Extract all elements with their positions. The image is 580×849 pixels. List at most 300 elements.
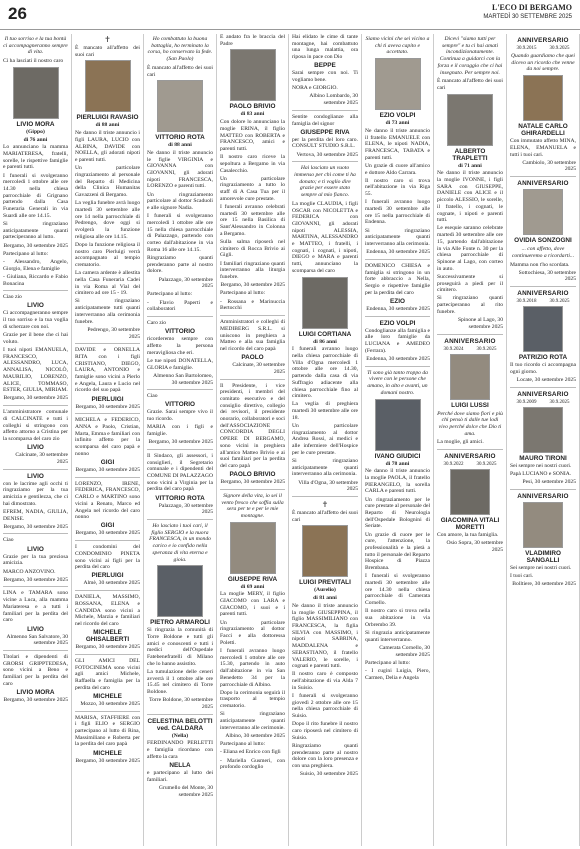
place-date: Bergamo, 30 settembre 2025 [3,696,68,703]
notice-quote: Ho lasciato i tuoi cari, il figlio SERGIO e la nuora FRANCESCA, in un mondo carico e io confido nella speranza di vita eterna e gioia. [149,523,211,563]
anniversary-heading: ANNIVERSARIO [444,453,496,461]
notice-text: Ne danno il triste annuncio la moglie IVONNE, i figli SARA con GIUSEPPE, DANIELE con ALICE e il piccolo ALESSIO, le sorelle, il fratello, i cognati, le cognate, i nipoti e parenti tutti. [437,170,503,224]
divider [3,586,68,587]
notice-quote: Il tuo sorriso e la tua bontà ci accompagneranno sempre di vita. [3,36,68,56]
anniversary-date: 30.9.2022 [443,462,464,468]
issue-date: MARTEDÌ 30 SETTEMBRE 2025 [483,14,572,20]
notice-text: I funerali avranno luogo martedì 30 settembre alle ore 15 nella parrocchiale di Endenna. [365,199,430,226]
notice-text: Condoglianze alla famiglia e alle loro famiglie da LUCIANA e AMEDEO (Ferrara). [365,327,430,354]
notice-text: È andato fra le braccia del Padre [220,34,285,47]
notice-detail: di 73 anni [385,120,410,127]
deceased-name: EZIO VOLPI [379,319,416,327]
deceased-name: LIVIO [27,444,44,452]
divider [3,469,68,470]
notice-text: Ne danno il triste annuncio il fratello EMANUELE con ELENA, le nipoti NADIA, FRANCESCA, TABATA e parenti tutti. [365,127,430,161]
anniversary-date: 30.9.2015 [516,46,537,51]
notice-text: I funerali si svolgeranno mercoledì 1 ottobre alle ore 15 nella chiesa parrocchiale di Palazzago, partendo con corteo dall'abitazione in via Roma 16 alle ore 14.15. [147,213,213,253]
notice-text: e partecipano al lutto dei familiari. [147,770,213,783]
notice-text: Si ringrazia la comunità di Torre Boldone e tutti gli amici e conoscenti e tutti i medici dell'Ospedale Fatebenefratelli di Milano che lo hanno assistito. [147,627,213,667]
place-date: Pedrengo, 30 settembre 2025 [87,326,140,340]
notice-text: ricorderemo sempre con affetto la persona meravigliosa che eri. [147,336,213,356]
notice-text: Si ringraziano anticipatamente quanti interverranno alla cerimonia. [365,227,430,248]
deceased-name: VITTORIO ROTA [155,134,205,142]
place-date: Bergamo, 30 settembre 2025 [148,439,213,446]
notice-detail: di 83 anni [240,111,265,118]
divider [75,540,140,541]
notice-quote: Quando guardiamo che quei dicevo un ricordo che venne da noi sempre. [511,53,575,73]
notice-text: - I cugini Luigia, Piero, Carmen, Delia e Angela [365,667,430,681]
page-number: 26 [8,4,27,23]
place-date: Almè, 30 settembre 2025 [83,580,140,587]
anniversary-date: 30.9.2025 [476,346,497,352]
cross-icon: ✝ [104,35,111,44]
notice-text: I funerali si svolgeranno mercoledì 1 ottobre alle ore 14.30 nella chiesa parrocchiale di Grignano partendo dalla Casa Funeraria Generali in via Suardi alle ore 14.15. [3,172,68,219]
notice-text: Si ringrazia anticipatamente quanti interverranno. [365,629,430,643]
place-date: Locate, 30 settembre 2025 [516,377,576,384]
anniversary-heading: ANNIVERSARIO [517,492,569,500]
divider [220,315,285,316]
deceased-name: VLADIMIRO SANGALLI [525,549,561,564]
anniversary-date: 30.9.2025 [549,399,570,405]
portrait-photo [523,502,563,548]
notice-text: Il tuo ricordo ci accompagna ogni giorno. [510,362,576,375]
divider [365,366,430,367]
divider [147,714,213,715]
notice-text: Sei sempre nei nostri cuori. [510,462,572,469]
notice-text: Si ringraziano anticipatamente quanti interverranno alla cerimonia. [292,458,358,478]
place-date: Albino, 30 settembre 2025 [225,732,285,739]
notice-text: Dopo la cerimonia seguirà il trasporto al tempio crematorio. [220,689,285,710]
notice-text: I funerali avranno celebrati martedì 30 settembre alle ore 15 nella Basilica di Sant'Alessandro in Colonna a Bergamo. [220,204,285,237]
notice-text: La moglie, gli amici. [437,439,484,446]
deceased-name: LIVIO MORA [16,688,55,696]
notice-text: Dopo il rito funebre il nostro caro riposerà nel cimitero di Suisio. [292,721,358,741]
divider [292,161,358,162]
place-date: Villa d'Ogna, 30 settembre 2025 [298,479,358,493]
deceased-name: GIUSEPPE RIVA [227,575,278,583]
divider [510,176,576,177]
place-date: Vertova, 30 settembre 2025 [296,151,358,158]
page-header [0,0,580,30]
newspaper-name: L'ECO DI BERGAMO [491,3,572,12]
notice-text: Un particolare ringraziamento a tutto lo staff di A Casa Tua per il amorevole cure prestate. [220,175,285,202]
notice-text: È mancato all'affetto dei suoi cari [292,510,358,523]
portrait-photo [523,189,563,235]
notice-text: Grazie per il bene che ci hai voluto. [3,332,68,345]
deceased-name: PAOLO [241,354,264,362]
deceased-name: PIERLUIGI [91,572,124,580]
notice-quote: Dicevi "siamo tutti per sempre" e tu ci hai amati incondizionatamente. Continua a guidarci con la forza e il coraggio che ci hai insegnato. Per sempre noi. [437,36,503,76]
divider [3,650,68,651]
column-2 [72,34,144,846]
notice-text: DAVIDE e ORNELLA RITA con i figli CRISTIANO, DIEGO, LAURA, ANTONIO e famiglie sono vicini a Pierlo e Angela, Laura e Lucio nel ricordo del suo papà [75,347,140,394]
notice-text: DOMENICO CHIESA e famiglia si stringono in un forte abbraccio a Nella, Sergio e rispettive famiglie per la perdita del caro [365,262,430,296]
notice-text: - Giuliana, Riccardo e Fabio Bonacina [3,273,68,287]
deceased-name: GIGI [100,522,115,530]
portrait-photo [447,94,493,146]
notice-detail: di 86 anni [313,338,337,345]
column-3 [144,34,217,846]
notice-text: I condomini del CONDOMINIO PINETA sono vicini ai figli per la perdita del caro [75,544,140,571]
divider [437,334,503,335]
notice-text: Sentite condoglianze alla famiglia del signor [292,113,358,127]
deceased-name: PIETRO ARMAROLI [150,619,210,627]
cross-icon: ✝ [321,500,329,510]
notice-detail: di 88 anni [95,122,120,129]
notice-text: LINA e TAMARA sono vicine a Luca, alla mamma Mariateresa e a tutti i familiari per la perdita del caro [3,590,68,624]
notice-quote: Ho combattuto la buona battaglia, ho terminato la corsa, ho conservato la fede. (San Paolo) [147,36,213,63]
notice-text: Un grazie di cuore all'amico e dottore Aldo Carrara. [365,162,430,176]
notice-text: Partecipano al lutto: [365,659,411,666]
divider [220,379,285,380]
notice-text: Partecipano al lutto: [220,741,266,748]
divider [510,489,576,490]
place-date: Cambiolo, 30 settembre 2025 [522,159,576,173]
deceased-name: LUIGI LUSSI [451,401,489,409]
anniversary-heading: ANNIVERSARIO [444,337,496,345]
place-date: Palazzago, 30 settembre 2025 [158,276,213,290]
notice-text: Ne danno il triste annuncio la moglie PAOLA, il fratello PIERANGELO, la sorella CARLA e parenti tutti. [365,468,430,495]
notice-text: Il nostro caro è composto nell'abitazione di via Alda 7 in Suisio. [292,671,358,691]
notice-text: Si ringraziano anticipatamente quanti parteciperanno al lutto. [3,220,68,241]
deceased-name: GIUSEPPE RIVA [300,128,350,136]
place-date: Bergamo, 30 settembre 2025 [75,644,140,651]
portrait-photo [375,399,421,451]
place-date: Bergamo, 30 settembre 2025 [75,467,140,474]
portrait-photo [85,60,131,112]
column-8 [507,34,580,846]
notice-text: Partecipano al lutto: [220,290,266,297]
place-date: Torre Boldone, 30 settembre 2025 [149,697,213,711]
notice-text: I tuoi nipoti EMANUELA, FRANCESCO, ALESSANDRO, LUCA, ANNALISA, NICOLÒ, MAURILIO, LORENZO, ALICE, TOMMASO, ESTER, GIULIA, MIRIAM. [3,347,68,394]
notice-text: con le lacrime agli occhi ti ringraziamo per la tua amicizia e gentilezza, che ci hai dimostrato. [3,480,68,507]
notice-quote: Signore della vita, io sei il vento fresco che soffia sulla sera per te e per le mie montagne. [221,492,284,519]
notice-text: Un particolare ringraziamento al dottor Facci e alla dottoressa Poletti. [220,619,285,646]
column-1 [0,34,72,846]
notice-text: Grazie. Sarai sempre vivo il tuo ricordo. [147,409,213,423]
divider [75,711,140,712]
divider [75,590,140,591]
divider [292,496,358,497]
notice-text: Sei sempre nei nostri cuori. [510,564,572,571]
notice-text: EFREM, NADIA, GIULIA, DENISE. [3,508,68,522]
notice-text: Un ringraziamento particolare al dottor Scaduoli e alle signore Nadia. [147,191,213,212]
notice-text: È mancato all'affetto dei suoi cari [147,64,213,78]
notice-text: Con immutato affetto MINA, ELENA, EMANUELA e tutti i tuoi cari. [510,138,576,158]
place-date: Albino Lombardo, 30 settembre 2025 [309,93,358,107]
notice-text: Papà LUCIANO e SONIA. [510,470,572,477]
notice-text: - Eliana ed Enrico con figli [220,749,281,756]
notice-text: Successivamente si proseguirà a piedi per il cimitero. [437,273,503,294]
notice-text: Le tue nipoti DONATELLA, GLORIA e famiglie. [147,357,213,371]
place-date: Camerata Cornello, 30 settembre 2025 [379,644,430,658]
notice-detail: di 78 anni [385,460,410,467]
notice-text: LORENZO, IRENE, FEDERICA, FRANCESCO, CARLO e MARTINO sono vicini a Renato, Marco ed Angela nel ricordo del caro nonno [75,480,140,521]
deceased-name: MICHELE GHISALBERTI [85,629,130,644]
divider [75,343,140,344]
deceased-name: IVANO GIUDICI [374,452,421,460]
deceased-name: PAOLO BRIVIO [229,103,276,111]
notice-text: NORA e GIORGIO. [292,85,338,92]
notice-text: MARIA con i figli e famiglie. [147,424,213,438]
divider [510,286,576,287]
place-date: Spinone al Lago, 30 settembre 2025 [457,317,503,330]
notice-detail: (Aurelio) [314,587,336,594]
place-date: Suisio, 30 settembre 2025 [299,771,358,778]
deceased-name: EZIO VOLPI [379,112,416,120]
notice-text: Ciao [147,393,158,400]
portrait-photo [523,306,563,352]
deceased-name: NELLA [169,762,191,770]
notice-text: La camera ardente è allestita nella Casa Funeraria Cadei in via Roma al Vial del cimitero ad ore 15 - 19. [75,270,140,297]
notice-text: Lo annunciano la mamma MARIATERESA, fratelli, sorelle, le rispettive famiglie e parenti tutti. [3,144,68,171]
notice-text: Ringraziamo quanti prenderanno parte al nostro dolore. [147,254,213,275]
place-date: Bergamo, 30 settembre 2025 [75,757,140,764]
notice-quote: Hai lasciato un vuoto immenso per chi come ti ha donato; e ti voglio dire grazie per essere stato sempre al mio fianco. [294,165,356,199]
place-date: Almenno San Salvatore, 30 settembre 2025 [6,633,68,647]
column-7 [434,34,507,846]
place-date: Bergamo, 30 settembre 2025 [220,479,285,486]
notice-text: Ne danno il triste annuncio i figli LAURA, LUCIO con ALBINA, DAVIDE con NOELLA, gli adorati nipoti e parenti tutti. [75,130,140,163]
notice-text: Con amore, la tua famiglia. [437,532,499,539]
notice-text: Partecipano al lutto: [3,250,49,257]
notice-text: DANIELA, MASSIMO, ROSSANA, ELENA e CANDIDA sono vicini a Michele, Marzia e familiari nel ricordo del caro [75,594,140,627]
notice-quote: Siamo vicini che sei vicino a chi ti aveva capito e accettato. [365,36,430,56]
divider [147,449,213,450]
deceased-name: PIERLUIGI RAVASIO [76,114,139,122]
place-date: Calcinate, 30 settembre 2025 [232,362,285,375]
notice-detail: di 76 anni [23,136,48,143]
deceased-name: MAURO TIRONI [519,454,567,462]
place-date: Endenna, 30 settembre 2025 [366,305,430,312]
anniversary-dates [437,462,503,467]
notice-text: Un grazie di cuore per le cure, l'attenzione, la professionalità e la pietà a tutto il personale del Reparto Hospice di Piazza Brembana. [365,531,430,572]
notice-text: Amministratori e colleghi di MEDIBERG S.R.L. si uniscono in preghiera a Matteo e alla sua famiglia nel ricordo del caro papà [220,319,285,352]
notice-text: Ci ha lasciati il nostro caro [3,58,64,65]
place-date: Bergamo, 30 settembre 2025 [3,576,68,583]
divider [75,413,140,414]
notice-text: Ringraziamo quanti prenderanno parte al nostro dolore con la loro presenza e con una preghiera. [292,742,358,770]
notice-text: I familiari ringraziano quanti interverranno alla liturgia funebre. [220,260,285,281]
deceased-name: LIVIO [27,545,44,553]
notice-text: Un particolare ringraziamento al dottor Andrea Rossi, ai medici e alle infermiere dell'Hospice per le cure prestate. [292,423,358,456]
notice-text: I funerali avranno luogo nella chiesa parrocchiale di Villa d'Ogna mercoledì 1 ottobre alle ore 14.30, partendo dalla casa di via Suffragio adiacente alla chiesa parrocchiale fino al cimitero. [292,346,358,400]
notice-text: Il nostro caro riceve la sepoltura a Bergamo in via Casalecchio. [220,154,285,174]
notice-text: Il nostro caro si trova nell'abitazione in via Riga 55. [365,177,430,198]
notice-text: Ci accompagneranno sempre il tuo sorriso e la tua voglia di scherzare con noi. [3,310,68,330]
deceased-name: CELESTINA BELOTTI ved. CALDARA [147,717,213,732]
divider [147,519,213,520]
notice-quote: ... con affetto, dove continueremo a ricordarti... [511,246,575,259]
column-5 [289,34,362,846]
notice-text: La veglia funebre avrà luogo martedì 30 settembre alle ore 14 nella parrocchiale di Pedrengo, dove oggi si svolgerà la funzione religiosa alle ore 14.15. [75,200,140,240]
notice-text: Titolari e dipendenti di GRORSI GRIPPTEDESA, sono vicini a Beno e familiari per la perdita del caro [3,653,68,687]
notice-text: Grazie per la tua preziosa amicizia. [3,553,68,567]
anniversary-date: 30.9.2018 [516,299,537,305]
notice-text: Si ringraziano anticipatamente tutti quanti interverranno alla cerimonia funebre. [75,298,140,325]
deceased-name: GIGI [100,459,115,467]
column-4 [217,34,289,846]
notice-text: - Mariella Gusmeri, con profondo cordoglio [220,757,285,771]
column-6 [362,34,434,846]
place-date: Mozzo, 30 settembre 2025 [80,700,140,707]
portrait-photo [523,407,563,453]
deceased-name: ALBERTO TRAPLETTI [452,147,488,162]
portrait-photo [13,67,59,119]
notice-text: Ciao zio [3,294,22,301]
deceased-name: LUIGI PREVITALI [299,579,351,587]
divider [220,489,285,490]
notice-text: Le esequie saranno celebrate martedì 30 settembre alle ore 15, partendo dall'abitazione in via Alle Fonte n. 30 per la chiesa parrocchiale di Spinone al Lago, con corteo in auto. [437,225,503,272]
deceased-name: LIVIO MORA [16,120,55,128]
deceased-name: EZIO [390,297,405,305]
deceased-name: BEPPE [314,62,336,70]
anniversary-date: 30.9.2009 [516,399,537,405]
deceased-name: LIVIO [27,472,44,480]
notice-text: I funerali avranno luogo mercoledì 1 ottobre alle ore 15.30, partendo in auto dall'abitazione in via San Benedetto 34 per la parrocchiale di Albino. [220,648,285,688]
deceased-name: VITTORIO [164,328,196,336]
portrait-photo [230,49,276,101]
divider [3,533,68,534]
place-date: Endenna, 30 settembre 2025 [366,356,430,362]
anniversary-dates [510,46,576,51]
notice-text: I funerali si svolgeranno giovedì 2 ottobre alle ore 15 nella chiesa parrocchiale di Suisio. [292,693,358,720]
notice-text: Il Sindaco, gli assessori, i consiglieri, il Segretario comunale e i dipendenti del COMUNE DI PALAZZAGO sono vicini a Virginia per la perdita del caro papà [147,452,213,493]
place-date: Osio Sopra, 30 settembre 2025 [446,540,503,553]
anniversary-dates [510,400,576,405]
deceased-name: PATRIZIO ROTA [518,354,568,362]
anniversary-heading: ANNIVERSARIO [517,390,569,398]
divider [292,110,358,111]
notice-text: Mamma non t'ho scordata. [510,261,570,268]
notice-text: MARISA, STAFFIERE con i figli ELIO e SERGIO partecipano al lutto di Rina, Massimiliano e Roberta per la perdita del caro papà [75,714,140,748]
anniversary-heading: ANNIVERSARIO [517,37,569,44]
portrait-photo [302,525,348,577]
divider [75,477,140,478]
notice-text: Si ringraziano quanti parteciperanno al rito funebre. [437,295,503,315]
portrait-photo [450,469,490,515]
notice-detail: di 88 anni [168,142,192,149]
notice-text: La veglia di preghiera martedì 30 settembre alle ore 18. [292,401,358,421]
notice-text: La moglie MERY, il figlio GIACOMO con LARA e GIACOMO, i suoi e i parenti tutti. [220,591,285,618]
notice-detail: di 81 anni [313,595,337,602]
place-date: Sottochiesa, 30 settembre 2025 [518,269,576,283]
notice-text: Sulla salma riposerà nel cimitero di Rocca Brivio ai Gigli. [220,239,285,259]
deceased-name: OVIDIA SONZOGNI [514,237,572,245]
divider [437,449,503,450]
notice-text: GLI AMICI DEL FOTOCINEMA sono vicini agli amici Michele, Raffaella e famiglia per la perdita del caro [75,657,140,691]
anniversary-dates [510,299,576,304]
place-date: Bergamo, 30 settembre 2025 [3,395,68,402]
anniversary-date: 30.9.2025 [549,46,570,51]
anniversary-heading: ANNIVERSARIO [517,180,569,188]
deceased-name: PAOLO BRIVIO [229,471,276,479]
notice-detail: (Nella) [171,732,189,739]
notice-text: Dopo la funzione religiosa il nostro caro Pierluigi verrà accompagnato al tempio crematorio. [75,241,140,268]
deceased-name: VITTORIO [164,401,196,409]
notice-text: La moglie CLAUDIA, i figli OSCAR con NICOLETTA e FEDERICA con GIOVANNI, gli adorati nipoti ALESSIA, MARTINA, ALESSANDRO e MATTEO, i fratelli, i cognati, i cognati, i nipoti, DIEGO e MARA e parenti tutti, annunciano la scomparsa del caro [292,200,358,274]
notice-text: - Alessandro, Angelo, Giorgio, Elena e famiglie [3,258,68,272]
notice-text: Sarai sempre con noi. Ti vogliamo bene. [292,70,358,84]
notice-detail: (Gippo) [26,128,45,135]
notice-text: MICHELA e FEDERICO, ANNA e Paolo, Cristian, Marta, Emma e familiari con infinito affetto per la scomparsa del caro papà e nonno [75,417,140,457]
notice-text: È mancato all'affetto dei suoi cari [75,45,140,58]
place-date: Grumello del Monte, 30 settembre 2025 [158,784,213,798]
notice-detail: di 71 anni [458,162,482,169]
portrait-photo [375,58,421,110]
deceased-name: VITTORIO ROTA [155,494,205,502]
divider [147,316,213,317]
notice-text: Un particolare ringraziamento al personale del Reparto di Medicina della Clinica Humanitas Gavazzeni di Bergamo. [75,165,140,198]
portrait-photo [230,522,276,574]
notice-text: Il Presidente, i vice presidenti, i membri del comitato esecutivo e del consiglio direttivo, collegio dei revisori, il presidente onorario, collaboratori e soci dell'ASSOCIAZIONE CONCORDIA DEGLI OPERE DI BERGAMO, sono vicini in preghiera all'amico Matteo Brivio e ai suoi familiari per la perdita del caro papà [220,382,285,469]
notice-text: Hai elidato le cime di tante montagne, hai combattuto una lunga malattia, ora riposa in pace con Dio [292,34,358,61]
place-date: Bergamo, 30 settembre 2025 [3,523,68,530]
notice-text: per la perdita del loro caro. CONSULT STUDIO S.R.L. [292,136,358,150]
notice-text: La tumulazione delle ceneri avverrà il 1 ottobre alle ore 15.45 nel cimitero di Torre Boldone. [147,669,213,696]
deceased-name: LIVIO [27,302,44,310]
portrait-photo [523,75,563,121]
place-date: Bergamo, 30 settembre 2025 [220,282,285,289]
place-date: Bergamo, 30 settembre 2025 [3,242,68,249]
notice-quote: Ti sono già tanto troppo da vivere con le persone che amano, in alto e avanti, un domani nostro. [367,369,428,396]
deceased-name: NATALE CARLO GHIRARDELLI [518,123,568,138]
anniversary-date: 30.9.2025 [549,299,570,305]
notice-text: MARCO ANZOVINO. [3,568,56,575]
divider [365,316,430,317]
notice-text: È mancato all'affetto dei suoi cari [437,78,503,91]
notice-text: - Flavio Paperti e collaboratori [147,299,213,313]
divider [510,387,576,388]
notice-quote: Perché dove siamo fiori e più chi pensò ti dalle tue lodi vivo perché dolce che Dio ti ama. [437,410,503,437]
place-date: Palazzago, 30 settembre 2025 [158,502,213,516]
notice-text: Ne danno il triste annuncio la moglie GIUSEPPINA, il figlio MASSIMILIANO con FRANCESCA, la figlia SILVIA con MASSIMO, i nipoti SABRINA, MADDALENA e SEBASTIANO, il fratello VALERIO, le sorelle, i cognati e parenti tutti. [292,602,358,670]
divider [3,405,68,406]
place-date: Bergamo, 30 settembre 2025 [75,530,140,537]
anniversary-heading: ANNIVERSARIO [517,290,569,298]
anniversary-date: 30.9.2025 [476,462,497,468]
anniversary-date: 30.9.2024 [443,346,464,352]
notice-text: Il nostro caro si trova nella sua abitazione in via Orbrembo 39. [365,608,430,628]
place-date: Bolltiere, 30 settembre 2025 [512,581,576,588]
deceased-name: LUIGI CORTIANA [298,330,352,338]
notice-text: Ne danno il triste annuncio le figlie VIRGINIA e GIOVANNA con GIOVANNI, gli adorati nipoti FRANCESCA, LORENZO e parenti tutti. [147,149,213,190]
place-date: Bergamo, 30 settembre 2025 [75,403,140,410]
notice-text: Caro zio [147,320,167,327]
notice-text: Si ringraziano anticipatamente quanti interverranno alle cerimonie. [220,711,285,731]
divider [365,259,430,260]
deceased-name: MICHELE [93,692,122,700]
deceased-name: GIACOMINA VITALI MORETTI [440,517,500,532]
portrait-photo [302,277,348,329]
notice-text: Con dolore lo annunciano la moglie ERINA, il figlio MATTEO con ROBERTA e FRANCESCO, amici e parenti tutti. [220,119,285,152]
portrait-photo [450,354,490,400]
portrait-photo [157,80,203,132]
place-date: Pesi, 30 settembre 2025 [522,479,576,486]
notice-text: I funerali si svolgeranno martedì 30 settembre alle ore 14.30 nella chiesa parrocchiale di Camerata Cornello. [365,573,430,607]
divider [75,654,140,655]
notice-text: I tuoi cari. [510,573,534,580]
divider [147,389,213,390]
place-date: Almenno San Bartolomeo, 30 settembre 2025 [153,372,213,386]
place-date: Endenna, 30 settembre 2025 [366,249,430,256]
deceased-name: MICHELE [93,749,122,757]
anniversary-dates [437,347,503,352]
notice-text: FERDINANDO PERLETTI e famiglia ricordano con affetto la cara [147,740,213,760]
notice-text: - Rossana e Marinuccia Bertocchi [220,298,285,312]
notice-text: Un ringraziamento per le cure prestate al personale del Reparto di Neurologia dell'Ospedale Bolognini di Seriate. [365,496,430,530]
notice-text: Ciao [3,537,14,544]
